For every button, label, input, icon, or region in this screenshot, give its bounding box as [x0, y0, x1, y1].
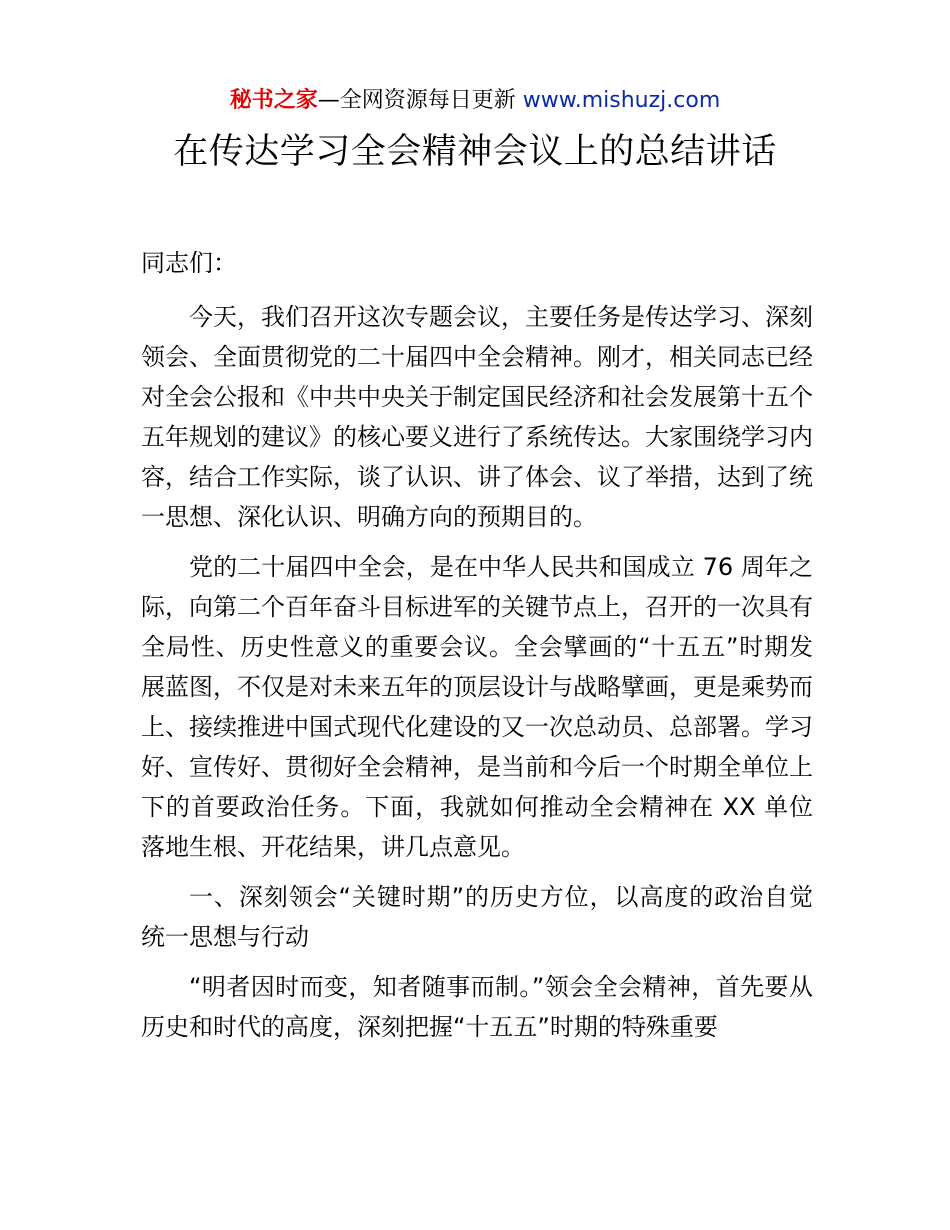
- site-url-link[interactable]: www.mishuzj.com: [522, 88, 721, 113]
- site-brand: 秘书之家: [229, 88, 318, 113]
- site-tagline: —全网资源每日更新: [317, 88, 523, 113]
- section-paragraph-1: “明者因时而变，知者随事而制。”领会全会精神，首先要从历史和时代的高度，深刻把握“十五五”时期的特殊重要: [141, 973, 813, 1041]
- paragraph-2: 党的二十届四中全会，是在中华人民共和国成立 76 周年之际，向第二个百年奋斗目标进军的关键节点上，召开的一次具有全局性、历史性意义的重要会议。全会擘画的“十五五”时期发展蓝图，不仅是对未来五年的顶层设计与战略擘画，更是乘势而上、接续推进中国式现代化建设的又一次总动员、总部署。学习好、宣传好、贯彻好全会精神，是当前和今后一个时期全单位上下的首要政治任务。下面，我就如何推动全会精神在 XX 单位落地生根、开花结果，讲几点意见。: [141, 553, 813, 861]
- paragraph-1: 今天，我们召开这次专题会议，主要任务是传达学习、深刻领会、全面贯彻党的二十届四中全会精神。刚才，相关同志已经对全会公报和《中共中央关于制定国民经济和社会发展第十五个五年规划的建议》的核心要义进行了系统传达。大家围绕学习内容，结合工作实际，谈了认识、讲了体会、议了举措，达到了统一思想、深化认识、明确方向的预期目的。: [141, 303, 813, 531]
- document-body: [141, 243, 813, 1047]
- salutation: 同志们：: [141, 249, 237, 277]
- section-heading-1: 一、深刻领会“关键时期”的历史方位，以高度的政治自觉统一思想与行动: [141, 883, 813, 951]
- document-title: 在传达学习全会精神会议上的总结讲话: [173, 132, 777, 172]
- site-header: [0, 86, 950, 116]
